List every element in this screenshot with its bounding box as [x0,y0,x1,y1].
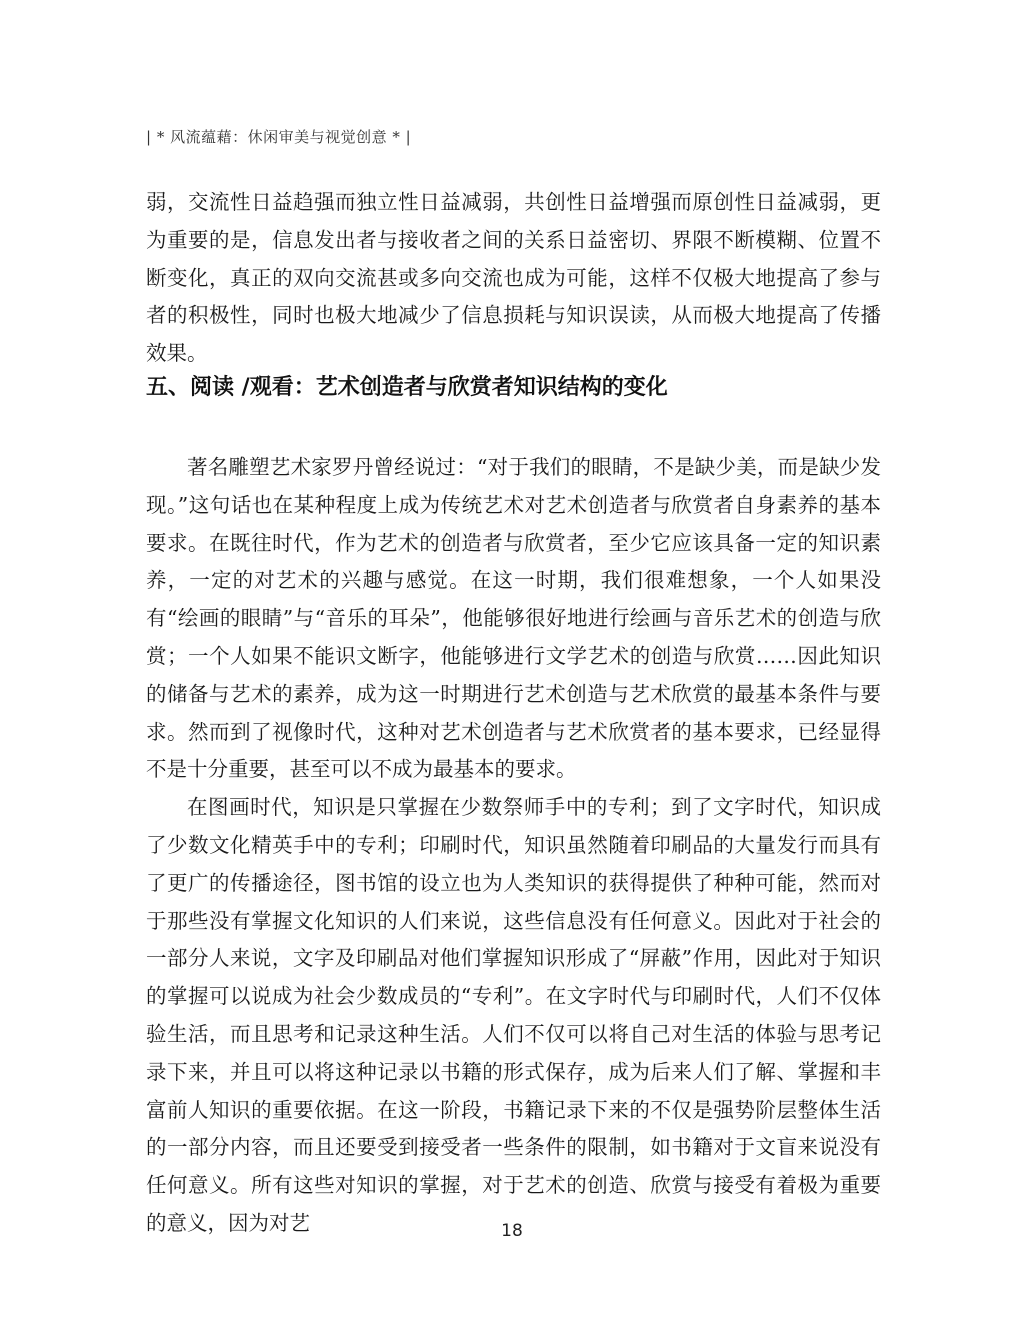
body-text-continued [146,184,881,373]
section-heading: 五、阅读 /观看：艺术创造者与欣赏者知识结构的变化 [146,375,668,400]
paragraph: 在图画时代，知识是只掌握在少数祭师手中的专利；到了文字时代，知识成了少数文化精英手中的专利；印刷时代，知识虽然随着印刷品的大量发行而具有了更广的传播途径，图书馆的设立也为人类知识的获得提供了种种可能，然而对于那些没有掌握文化知识的人们来说，这些信息没有任何意义。因此对于社会的一部分人来说，文字及印刷品对他们掌握知识形成了“屏蔽”作用，因此对于知识的掌握可以说成为社会少数成员的“专利”。在文字时代与印刷时代，人们不仅体验生活，而且思考和记录这种生活。人们不仅可以将自己对生活的体验与思考记录下来，并且可以将这种记录以书籍的形式保存，成为后来人们了解、掌握和丰富前人知识的重要依据。在这一阶段，书籍记录下来的不仅是强势阶层整体生活的一部分内容，而且还要受到接受者一些条件的限制，如书籍对于文盲来说没有任何意义。所有这些对知识的掌握，对于艺术的创造、欣赏与接受有着极为重要的意义，因为对艺 [146,795,881,1235]
paragraph: 著名雕塑艺术家罗丹曾经说过：“对于我们的眼睛，不是缺少美，而是缺少发现。”这句话也在某种程度上成为传统艺术对艺术创造者与欣赏者自身素养的基本要求。在既往时代，作为艺术的创造者与欣赏者，至少它应该具备一定的知识素养，一定的对艺术的兴趣与感觉。在这一时期，我们很难想象，一个人如果没有“绘画的眼睛”与“音乐的耳朵”，他能够很好地进行绘画与音乐艺术的创造与欣赏；一个人如果不能识文断字，他能够进行文学艺术的创造与欣赏……因此知识的储备与艺术的素养，成为这一时期进行艺术创造与艺术欣赏的最基本条件与要求。然而到了视像时代，这种对艺术创造者与艺术欣赏者的基本要求，已经显得不是十分重要，甚至可以不成为最基本的要求。 [146,455,881,782]
page-number: 18 [501,1221,523,1241]
body-text-section [146,449,881,1243]
running-header: | * 风流蕴藉：休闲审美与视觉创意 * | [146,128,412,146]
paragraph: 弱，交流性日益趋强而独立性日益减弱，共创性日益增强而原创性日益减弱，更为重要的是，信息发出者与接收者之间的关系日益密切、界限不断模糊、位置不断变化，真正的双向交流甚或多向交流也成为可能，这样不仅极大地提高了参与者的积极性，同时也极大地减少了信息损耗与知识误读，从而极大地提高了传播效果。 [146,190,881,366]
